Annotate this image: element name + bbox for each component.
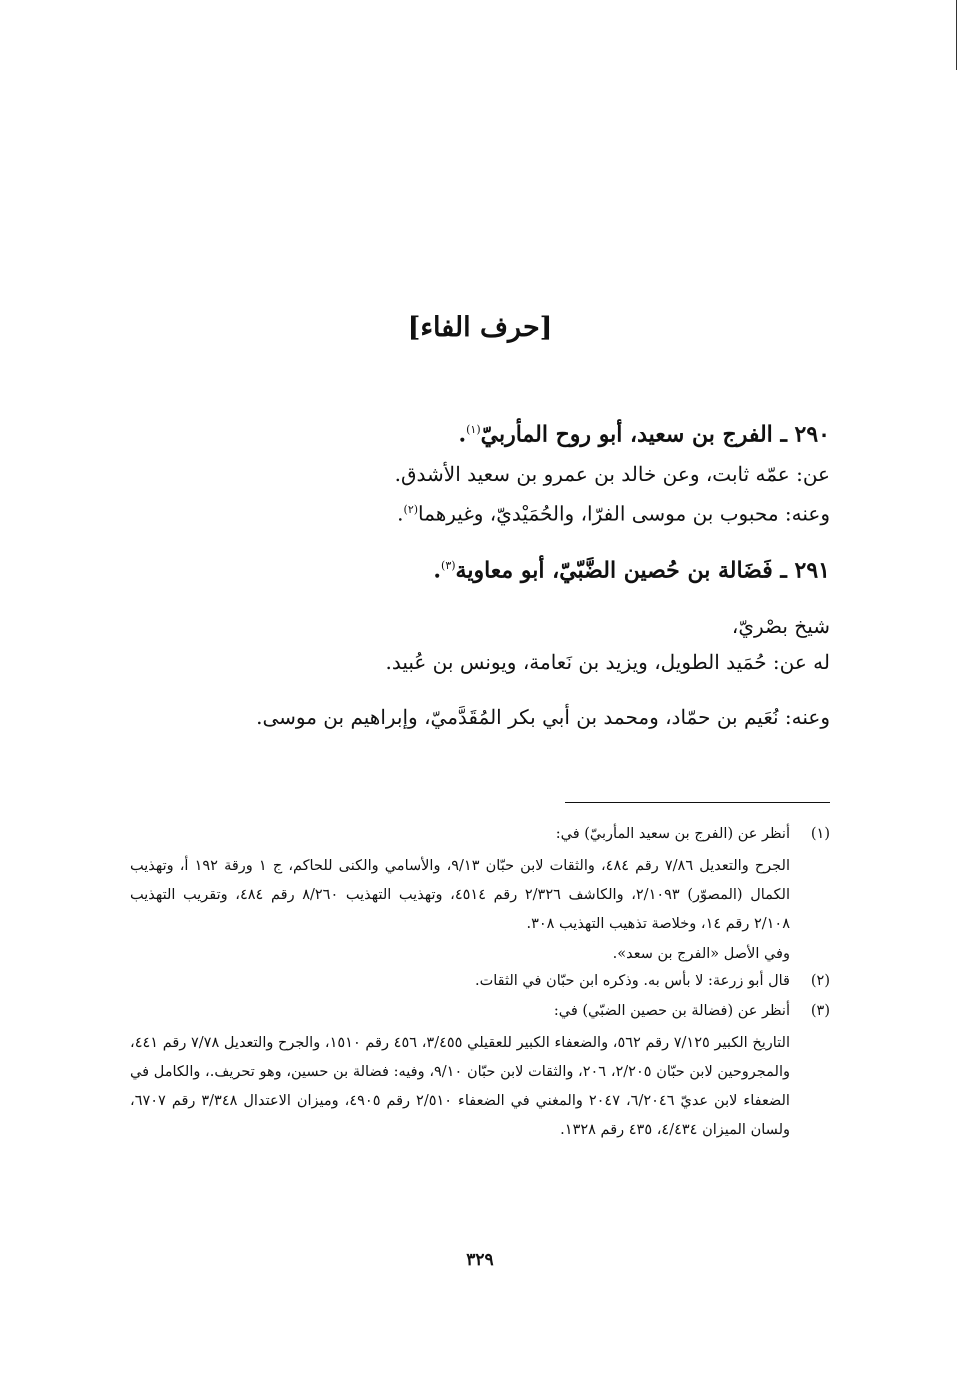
- footnote-separator: [565, 802, 830, 803]
- footnote-mark-3: (٣): [441, 558, 456, 572]
- entry-291-heading-text: ٢٩١ ـ فَضَالة بن حُصين الضَّبّيّ، أبو معاوية: [455, 557, 830, 584]
- footnote-2-text: قال أبو زرعة: لا بأس به. وذكره ابن حبّان في الثقات.: [474, 973, 790, 989]
- footnote-mark-1: (١): [466, 423, 481, 436]
- footnote-3-heading: [130, 999, 830, 1023]
- entry-290-heading-end: .: [458, 421, 467, 448]
- entry-291-heading: [130, 544, 830, 592]
- entry-290-narrated-from: عن: عمّه ثابت، وعن خالد بن عمرو بن سعيد الأشدق.: [394, 462, 830, 487]
- chapter-title: [حرف الفاء]: [407, 312, 553, 343]
- footnote-3-number: (٣): [810, 1003, 830, 1019]
- page-edge-line: [956, 0, 957, 70]
- footnote-2-number: (٢): [810, 973, 830, 989]
- footnote-1-heading-text: أنظر عن (الفرج بن سعيد المأربيّ) في:: [555, 826, 790, 842]
- entry-291-narrated-from: له عن: حُمَيد الطويل، ويزيد بن نَعامة، ويونس بن عُبيد.: [385, 650, 830, 675]
- entry-290-heading: [130, 408, 830, 456]
- entry-290-narrators: [130, 492, 830, 532]
- entry-290-narrators-text: وعنه: محبوب بن موسى الفرّا، والحُمَيْديّ، وغيرهما: [418, 501, 830, 526]
- footnote-1-number: (١): [810, 826, 830, 842]
- entry-291-description: شيخ بصْريّ،: [731, 614, 830, 639]
- footnote-mark-2: (٢): [403, 503, 419, 517]
- footnote-1-body: الجرح والتعديل ٧/٨٦ رقم ٤٨٤، والثقات لابن حبّان ٩/١٣، والأسامي والكنى للحاكم، ج ١ ورقة ١٩٢ أ، وتهذيب الكمال (المصوّر) ٢/١٠٩٣، والكاشف ٢/٣٢٦ رقم ٤٥١٤، وتهذيب التهذيب ٨/٢٦٠ رقم ٤٨٤، وتقريب التهذيب ٢/١٠٨ رقم ١٤، وخلاصة تذهيب التهذيب ٣٠٨.: [130, 858, 790, 932]
- main-text: [130, 408, 830, 738]
- book-page: [130, 0, 830, 1386]
- entry-290-heading-text: ٢٩٠ ـ الفرج بن سعيد، أبو روح المأربيّ: [480, 421, 830, 448]
- entry-290-narrators-end: .: [397, 501, 404, 526]
- footnote-1-heading: [130, 822, 830, 846]
- footnote-2: [130, 969, 830, 993]
- page-number: ٣٢٩: [466, 1250, 494, 1270]
- footnote-1-note: وفي الأصل «الفرج بن سعد».: [612, 946, 790, 962]
- entry-291-narrators: وعنه: نُعَيم بن حمّاد، ومحمد بن أبي بكر المُقَدَّميّ، وإبراهيم بن موسى.: [256, 705, 830, 730]
- entry-291-heading-end: .: [433, 557, 442, 584]
- footnotes: [130, 822, 830, 1145]
- footnote-3-body: التاريخ الكبير ٧/١٢٥ رقم ٥٦٢، والضعفاء الكبير للعقيلي ٣/٤٥٥، ٤٥٦ رقم ١٥١٠، والجرح والتعديل ٧/٧٨ رقم ٤٤١، والمجروحين لابن حبّان ٢/٢٠٥، ٢٠٦، والثقات لابن حبّان ٩/١٠، وفيه: فضالة بن حسين، وهو تحريف.، والكامل في الضعفاء لابن عديّ ٦/٢٠٤٦، ٢٠٤٧ والمغني في الضعفاء ٢/٥١٠ رقم ٤٩٠٥، وميزان الاعتدال ٣/٣٤٨ رقم ٦٧٠٧، ولسان الميزان ٤/٤٣٤، ٤٣٥ رقم ١٣٢٨.: [130, 1035, 790, 1138]
- footnote-3-heading-text: أنظر عن (فضالة بن حصين الضبّي) في:: [553, 1003, 790, 1019]
